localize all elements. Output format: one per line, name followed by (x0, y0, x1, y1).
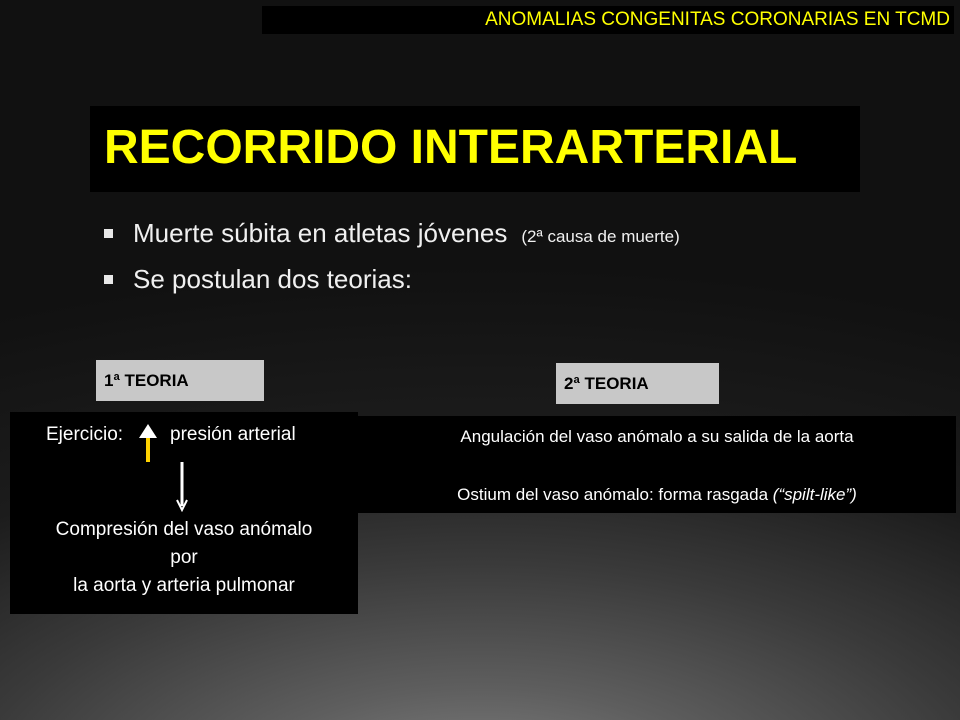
title-box (90, 106, 860, 192)
slide-title: RECORRIDO INTERARTERIAL (104, 121, 798, 174)
bullet-text: Se postulan dos teorias: (133, 264, 412, 294)
compression-line-2: por (170, 547, 198, 568)
bullet-item (104, 264, 680, 310)
exercise-label: Ejercicio: (46, 424, 124, 445)
ostium-line (358, 485, 956, 505)
theory-2-box (358, 416, 956, 513)
ostium-text: Ostium del vaso anómalo: forma rasgada (457, 485, 769, 504)
theory-2-label: 2ª TEORIA (556, 363, 719, 404)
bullet-item (104, 218, 680, 264)
compression-text (10, 516, 358, 600)
angulation-text: Angulación del vaso anómalo a su salida de la aorta (460, 427, 854, 446)
bullet-note: (2ª causa de muerte) (521, 227, 680, 246)
bullet-list (104, 218, 680, 310)
down-arrow-icon (172, 462, 192, 512)
arterial-pressure-text: presión arterial (170, 424, 296, 445)
square-bullet-icon (104, 275, 113, 284)
theory-1-label: 1ª TEORIA (96, 360, 264, 401)
compression-line-1: Compresión del vaso anómalo (55, 519, 313, 540)
bullet-text: Muerte súbita en atletas jóvenes (133, 218, 508, 248)
compression-line-3: la aorta y arteria pulmonar (73, 575, 295, 596)
header-banner (262, 6, 954, 34)
square-bullet-icon (104, 229, 113, 238)
theory-1-box (10, 412, 358, 614)
header-banner-text: ANOMALIAS CONGENITAS CORONARIAS EN TCMD (485, 9, 950, 30)
up-arrow-icon (138, 422, 158, 462)
slit-like-note: (“spilt-like”) (772, 485, 857, 504)
